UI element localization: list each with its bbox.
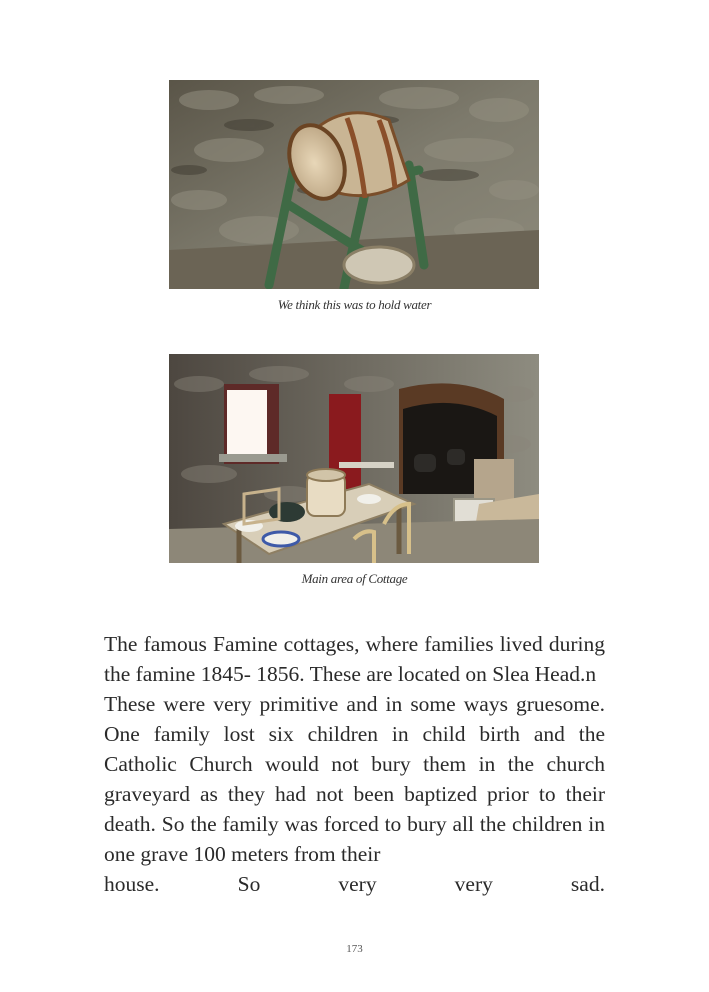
body-text	[104, 629, 605, 899]
last-line-word: sad.	[570, 872, 605, 896]
last-line-word: house.	[104, 872, 160, 896]
figure-caption-1: We think this was to hold water	[277, 297, 432, 312]
last-line-word: very	[454, 872, 493, 896]
barrel-photo-illustration	[169, 80, 539, 289]
figure-caption-2: Main area of Cottage	[301, 571, 408, 586]
cottage-interior-illustration	[169, 354, 539, 563]
photo-cottage-interior	[169, 354, 539, 563]
paragraph-famine-cottages: The famous Famine cottages, where families lived during the famine 1845- 1856. These are located on Slea Head.n	[104, 632, 605, 686]
paragraph-last-line	[104, 869, 605, 899]
photo-barrel-on-stand	[169, 80, 539, 289]
page-number: 173	[346, 943, 363, 955]
last-line-word: So	[237, 872, 261, 896]
last-line-word: very	[338, 872, 377, 896]
paragraph-primitive-conditions: These were very primitive and in some ways gruesome. One family lost six children in child birth and the Catholic Church would not bury them in the church graveyard as they had not been baptized prior to their death. So the family was forced to bury all the children in one grave 100 meters from their	[104, 692, 605, 866]
